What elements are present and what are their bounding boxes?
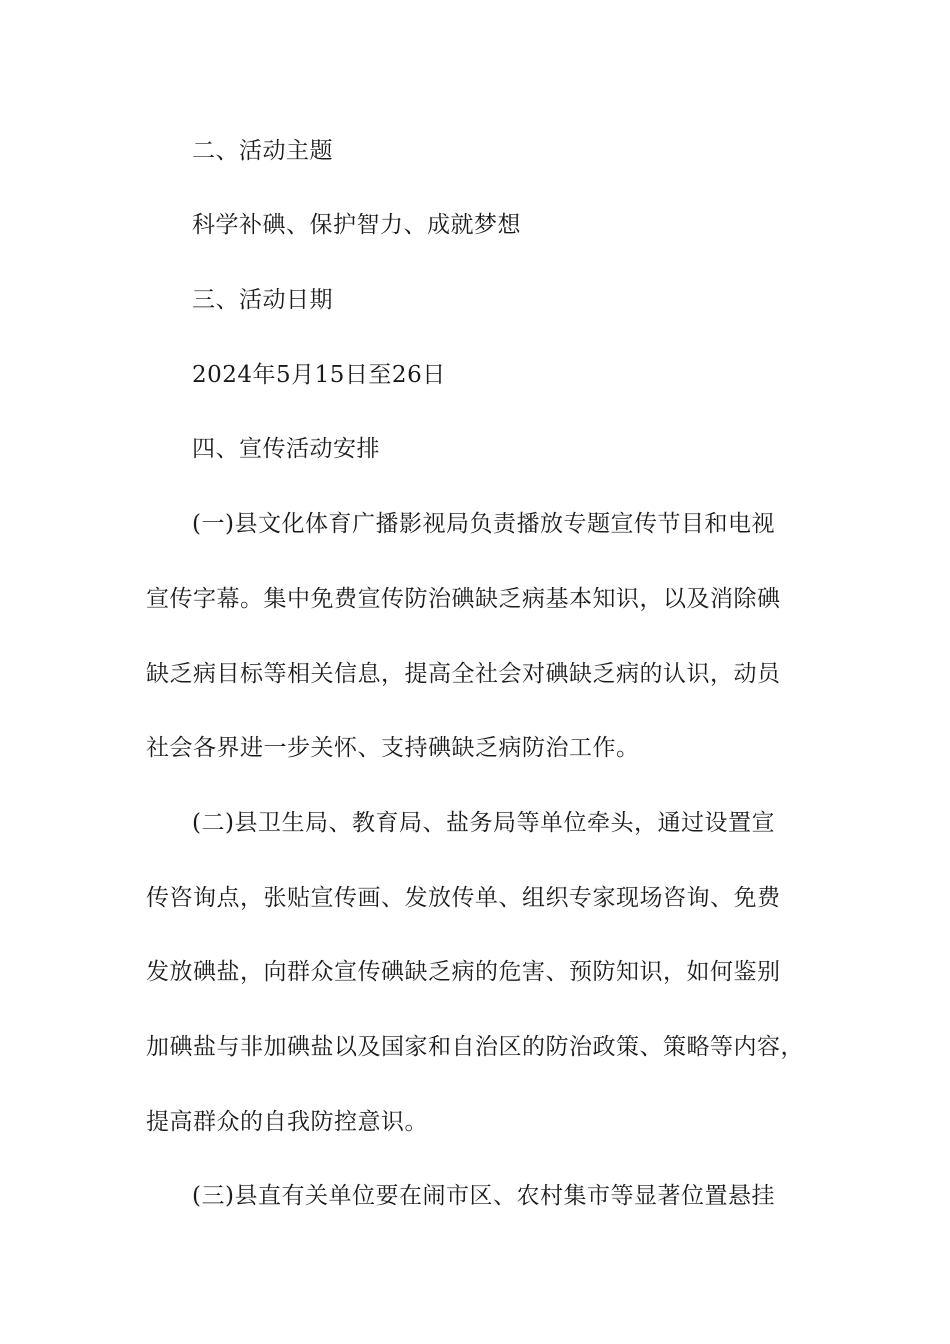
section-heading-arrangement: 四、宣传活动安排 [192, 436, 380, 462]
paragraph-2-line-2: 传咨询点，张贴宣传画、发放传单、组织专家现场咨询、免费 [146, 885, 781, 911]
paragraph-1-line-1: (一)县文化体育广播影视局负责播放专题宣传节目和电视 [192, 511, 775, 537]
paragraph-1-line-3: 缺乏病目标等相关信息，提高全社会对碘缺乏病的认识，动员 [146, 661, 781, 687]
paragraph-2-line-4: 加碘盐与非加碘盐以及国家和自治区的防治政策、策略等内容， [146, 1034, 804, 1060]
section-heading-date: 三、活动日期 [192, 287, 333, 313]
paragraph-2-line-5: 提高群众的自我防控意识。 [146, 1109, 428, 1135]
theme-text: 科学补碘、保护智力、成就梦想 [192, 212, 521, 238]
paragraph-3-line-1: (三)县直有关单位要在闹市区、农村集市等显著位置悬挂 [192, 1183, 775, 1209]
paragraph-2-line-3: 发放碘盐，向群众宣传碘缺乏病的危害、预防知识，如何鉴别 [146, 959, 781, 985]
paragraph-1-line-2: 宣传字幕。集中免费宣传防治碘缺乏病基本知识，以及消除碘 [146, 586, 781, 612]
section-heading-theme: 二、活动主题 [192, 138, 333, 164]
paragraph-1-line-4: 社会各界进一步关怀、支持碘缺乏病防治工作。 [146, 735, 640, 761]
date-text: 2024年5月15日至26日 [192, 362, 446, 388]
paragraph-2-line-1: (二)县卫生局、教育局、盐务局等单位牵头，通过设置宣 [192, 810, 775, 836]
